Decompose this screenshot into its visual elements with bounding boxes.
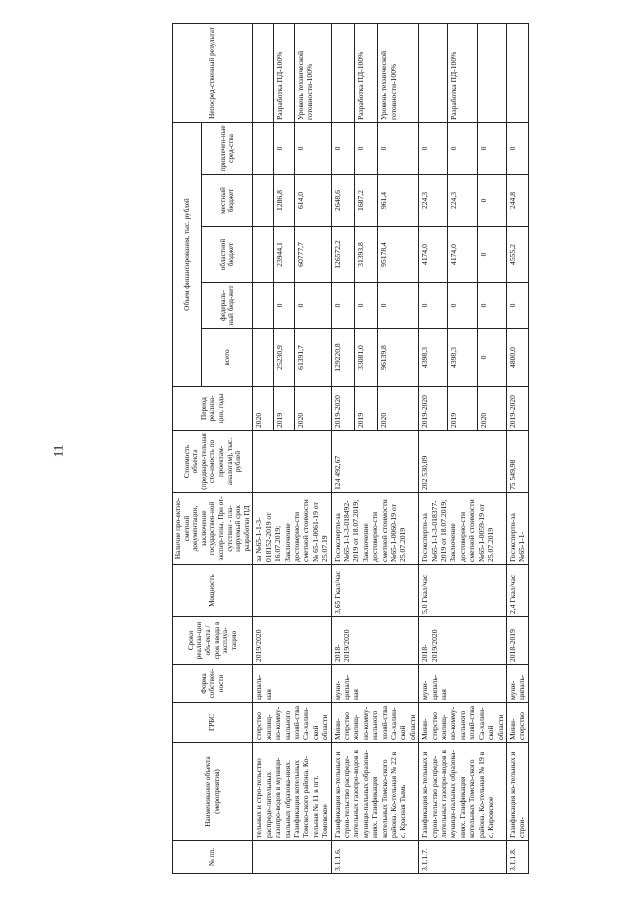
cell-terms: 2018-2019	[506, 617, 528, 665]
header-regional: областной бюджет	[202, 227, 253, 283]
cell-total: 61391,7	[294, 329, 331, 387]
cell-federal: 0	[331, 283, 354, 329]
table-row	[331, 23, 354, 873]
cell-attracted: 0	[274, 122, 295, 174]
cell-cost	[253, 431, 331, 493]
cell-local: 614,0	[294, 175, 331, 227]
cell-attracted: 0	[477, 122, 506, 174]
cell-local: 1687,2	[354, 175, 377, 227]
cell-result	[419, 23, 448, 122]
cell-name: Газификация ко-тельных и строи-тельство распреде-лительных газопро-водов в муници-пальных образова-ниях. Газификация котельных Томско-ского района. Ко-тельная № 19 в с. Кировское	[419, 743, 507, 841]
cell-docs: Госэксперти-за №65-1-1-3-018377-2019 от 18.07.2019; Заключение достоверно-сти сметной стоимости №65-1-0059-19 от 25.07.2019	[419, 493, 507, 565]
cell-federal: 0	[419, 283, 448, 329]
cell-num: 3.1.1.8.	[506, 841, 528, 874]
cell-ownership: муни-ципаль-ная	[419, 665, 507, 703]
table-row	[506, 23, 528, 873]
page-number: 11	[50, 444, 66, 458]
header-num: № пп.	[173, 841, 253, 874]
cell-num: 3.1.1.6.	[331, 841, 419, 874]
cell-federal: 0	[294, 283, 331, 329]
header-attracted: привлечен-ные сред-ства	[202, 122, 253, 174]
cell-regional: 4174,0	[448, 227, 477, 283]
cell-period: 2019	[354, 387, 377, 431]
cell-capacity: 5,0 Гкал/час	[419, 565, 507, 617]
cell-total: 4398,3	[448, 329, 477, 387]
header-period: Период реализа-ции, годы	[173, 387, 253, 431]
cell-num: 3.1.1.7.	[419, 841, 507, 874]
header-local: местный бюджет	[202, 175, 253, 227]
header-terms: Сроки реализа-ции объ-екта / срок ввода в эксплуа-тацию	[173, 617, 253, 665]
header-federal: федераль-ный бюд-жет	[202, 283, 253, 329]
cell-federal: 0	[274, 283, 295, 329]
cell-total: 0	[477, 329, 506, 387]
cell-federal: 0	[448, 283, 477, 329]
cell-federal	[253, 283, 274, 329]
cell-regional: 60777,7	[294, 227, 331, 283]
cell-total	[253, 329, 274, 387]
header-cost: Стоимость объекта (предвари-тельная сто-имость по проектам-аналогам), тыс. рублей	[173, 431, 253, 493]
table-row	[419, 23, 448, 873]
cell-regional: 31393,8	[354, 227, 377, 283]
cell-federal: 0	[477, 283, 506, 329]
cell-result: Уровень технической готовности-100%	[378, 23, 419, 122]
cell-ownership: муни-ципаль-	[506, 665, 528, 703]
header-docs: Наличие про-ектно-сметной документации, заключение государствен-ной экспер-тизы. При от-сутствии - пла-нируемый срок разработки ПД	[173, 493, 253, 565]
cell-attracted	[253, 122, 274, 174]
cell-capacity	[253, 565, 331, 617]
funding-table	[172, 23, 529, 874]
cell-attracted: 0	[448, 122, 477, 174]
cell-period: 2020	[294, 387, 331, 431]
cell-total: 129220,8	[331, 329, 354, 387]
cell-period: 2020	[253, 387, 274, 431]
header-funding-group: Объем финансирования, тыс. рублей	[173, 122, 202, 386]
header-ownership: Форма собствен-ности	[173, 665, 253, 703]
cell-terms: 2018-2019/2020	[331, 617, 419, 665]
cell-result: Разработка ПД-100%	[448, 23, 477, 122]
cell-attracted: 0	[354, 122, 377, 174]
cell-total: 4398,3	[419, 329, 448, 387]
cell-name: Газификация ко-тельных и строи-тельство распреде-лительных газопро-водов в муници-пальных образова-ниях. Газификация котельных Томско-ского района. Ко-тельная № 22 в с. Красная Тымь	[331, 743, 419, 841]
table-row	[253, 23, 274, 873]
cell-total: 96139,8	[378, 329, 419, 387]
cell-period: 2019-2020	[331, 387, 354, 431]
cell-period: 2019	[448, 387, 477, 431]
cell-cost: 75 549,98	[506, 431, 528, 493]
cell-regional: 0	[477, 227, 506, 283]
cell-result	[477, 23, 506, 122]
cell-total: 33081,0	[354, 329, 377, 387]
cell-terms: 2018-2019/2020	[419, 617, 507, 665]
cell-result	[331, 23, 354, 122]
cell-grbs: Мини-стерство	[506, 703, 528, 743]
cell-regional: 126572,2	[331, 227, 354, 283]
cell-attracted: 0	[378, 122, 419, 174]
cell-ownership: муни-ципаль-ная	[331, 665, 419, 703]
header-row	[173, 23, 202, 873]
cell-result	[506, 23, 528, 122]
cell-ownership: ципаль-ная	[253, 665, 331, 703]
cell-cost: 124 492,67	[331, 431, 419, 493]
cell-total: 25230,9	[274, 329, 295, 387]
cell-local: 224,3	[448, 175, 477, 227]
header-result: Непосред-ственный результат	[173, 23, 253, 122]
cell-result: Уровень технической готовности-100%	[294, 23, 331, 122]
cell-docs: за №65-1-1-3-018152-2019 от 16.07.2019; Заключение достоверно-сти сметной стоимости № 65-1-0061-19 от 25.07.19	[253, 493, 331, 565]
cell-cost: 202 530,09	[419, 431, 507, 493]
cell-grbs: стерство жилищ-но-комму-нального хозяй-ства Са-халин-ской области	[253, 703, 331, 743]
cell-local: 244,8	[506, 175, 528, 227]
header-total: всего	[202, 329, 253, 387]
cell-name: тельных и стро-тельство распреде-лительных газопро-водов в муници-пальных образова-ниях. Газификация котельных Томско-ского района. Ко-тельная № 11 в пгт. Томовское	[253, 743, 331, 841]
cell-regional: 95178,4	[378, 227, 419, 283]
cell-local: 224,3	[419, 175, 448, 227]
header-name: Наименование объекта (мероприятия)	[173, 743, 253, 841]
cell-attracted: 0	[294, 122, 331, 174]
cell-regional: 23944,1	[274, 227, 295, 283]
cell-num	[253, 841, 331, 874]
cell-regional: 4174,0	[419, 227, 448, 283]
cell-period: 2019-2020	[506, 387, 528, 431]
cell-period: 2019	[274, 387, 295, 431]
cell-capacity: 3,65 Гкал/час	[331, 565, 419, 617]
cell-local	[253, 175, 274, 227]
cell-result	[253, 23, 274, 122]
cell-local: 0	[477, 175, 506, 227]
cell-local: 961,4	[378, 175, 419, 227]
rotated-table-area	[172, 23, 608, 874]
cell-federal: 0	[378, 283, 419, 329]
cell-grbs: Мини-стерство жилищ-но-комму-нального хозяй-ства Са-халин-ской области	[419, 703, 507, 743]
cell-period: 2020	[477, 387, 506, 431]
cell-local: 1286,8	[274, 175, 295, 227]
cell-local: 2648,6	[331, 175, 354, 227]
cell-name: Газификация ко-тельных и строи-	[506, 743, 528, 841]
cell-docs: Госэксперти-за №65-1-1-3-018492-2019 от 18.07.2019; Заключение достоверно-сти сметной стоимости №65-1-0060-19 от 25.07.2019	[331, 493, 419, 565]
header-capacity: Мощность	[173, 565, 253, 617]
cell-result: Разработка ПД-100%	[274, 23, 295, 122]
cell-federal: 0	[506, 283, 528, 329]
cell-docs: Госэксперти-за №65-1-1-	[506, 493, 528, 565]
cell-regional	[253, 227, 274, 283]
cell-period: 2019-2020	[419, 387, 448, 431]
header-grbs: ГРБС	[173, 703, 253, 743]
cell-result: Разработка ПД-100%	[354, 23, 377, 122]
cell-federal: 0	[354, 283, 377, 329]
table-frame	[172, 23, 608, 874]
cell-attracted: 0	[506, 122, 528, 174]
cell-terms: 2019/2020	[253, 617, 331, 665]
cell-attracted: 0	[331, 122, 354, 174]
cell-total: 4800,0	[506, 329, 528, 387]
cell-capacity: 2,4 Гкал/час	[506, 565, 528, 617]
cell-period: 2020	[378, 387, 419, 431]
cell-attracted: 0	[419, 122, 448, 174]
cell-regional: 4555,2	[506, 227, 528, 283]
cell-grbs: Мини-стерство жилищ-но-комму-нального хозяй-ства Са-халин-ской области	[331, 703, 419, 743]
